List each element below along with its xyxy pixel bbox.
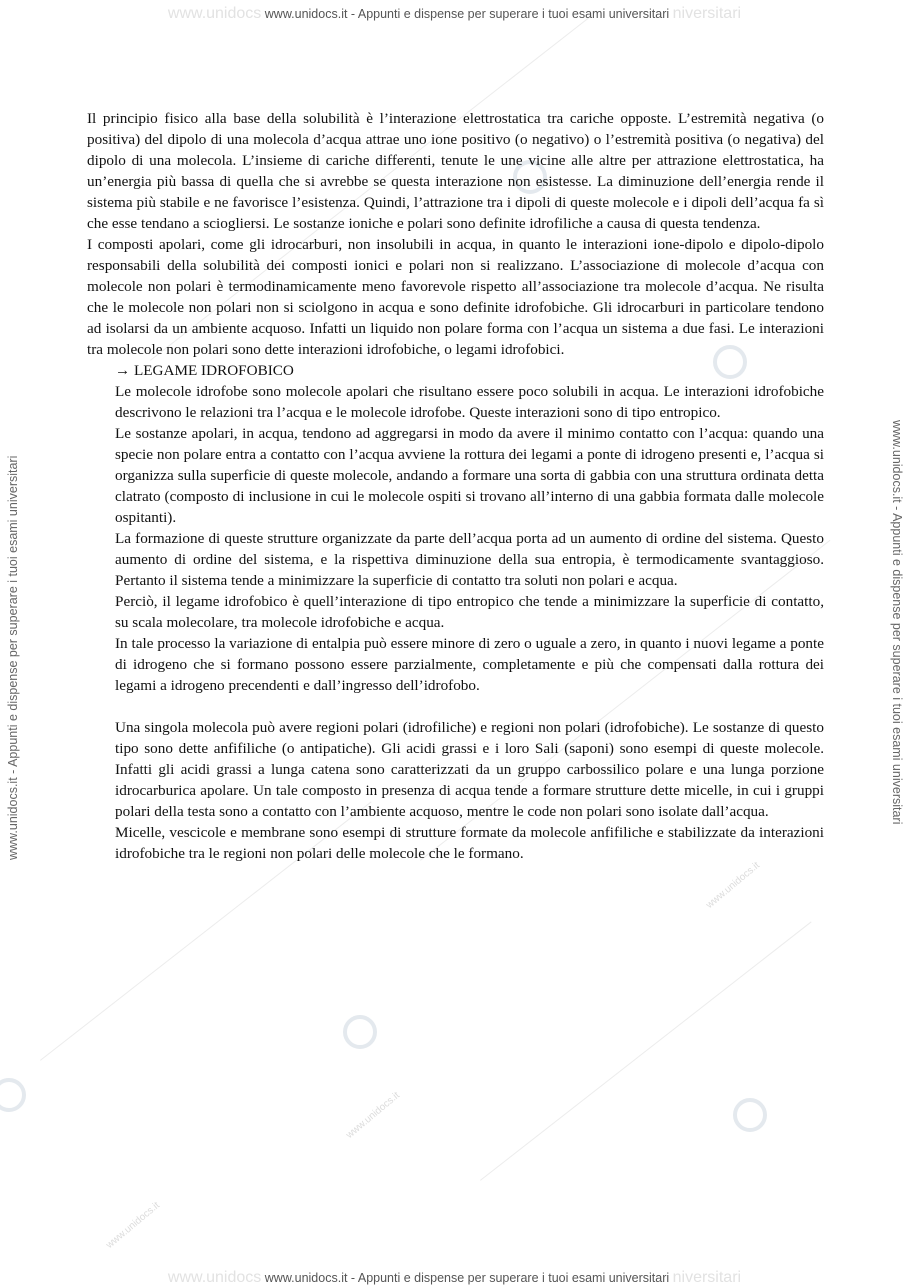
paragraph: Una singola molecola può avere regioni polari (idrofiliche) e regioni non polari (idrofobiche). Le sostanze di questo tipo sono dette anfifiliche (o antipatiche). Gli acidi grassi e i loro Sali (saponi) sono esempi di queste molecole. Infatti gli acidi grassi a lunga catena sono caratterizzati da un gruppo carbossilico polare e una lunga porzione idrocarburica apolare. Un tale composto in presenza di acqua tende a formare strutture dette micelle, in cui i gruppi polari della testa sono a contatto con l’ambiente acquoso, mentre le code non polari sono isolate dall’acqua. xyxy=(115,719,824,820)
banner-ghost-left: www.unidocs xyxy=(167,1269,262,1286)
paragraph: Il principio fisico alla base della solubilità è l’interazione elettrostatica tra cariche opposte. L’estremità negativa (o positiva) del dipolo di una molecola d’acqua attrae uno ione positivo (o negativo) o l’estremità positiva (o negativa) del dipolo di una molecola. L’insieme di cariche differenti, tenute le une vicine alle altre per attrazione elettrostatica, ha un’energia più bassa di quella che si avrebbe se questa interazione non esistesse. La diminuzione dell’energia rende il sistema più stabile e ne favorisce l’esistenza. Quindi, l’attrazione tra i dipoli di queste molecole e i dipoli dell’acqua fa sì che esse tendano a sciogliersi. Le sostanze ioniche e polari sono definite idrofiliche a causa di questa tendenza. xyxy=(87,110,824,232)
bottom-banner xyxy=(0,1269,909,1287)
paragraph: Perciò, il legame idrofobico è quell’interazione di tipo entropico che tende a minimizzare la superficie di contatto, su scala molecolare, tra molecole idrofobiche e acqua. xyxy=(115,593,824,631)
watermark-line xyxy=(480,921,812,1180)
document-body xyxy=(87,108,824,864)
right-side-banner[interactable]: www.unidocs.it - Appunti e dispense per superare i tuoi esami universitari xyxy=(890,420,904,825)
banner-ghost-right: niversitari xyxy=(672,5,742,22)
top-banner xyxy=(0,5,909,23)
section-heading xyxy=(115,360,824,381)
watermark-text: www.unidocs.it xyxy=(104,1200,162,1251)
left-side-banner[interactable]: www.unidocs.it - Appunti e dispense per superare i tuoi esami universitari xyxy=(6,455,20,860)
paragraph: I composti apolari, come gli idrocarburi, non insolubili in acqua, in quanto le interazioni ione-dipolo e dipolo-dipolo responsabili della solubilità dei composti ionici e polari non si realizzano. L’associazione di molecole d’acqua con molecole non polari è termodinamicamente meno favorevole rispetto all’associazione tra molecole d’acqua. Ne risulta che le molecole non polari non si sciolgono in acqua e sono definite idrofobiche. Gli idrocarburi in particolare tendono ad isolarsi da un ambiente acquoso. Infatti un liquido non polare forma con l’acqua un sistema a due fasi. Le interazioni tra molecole non polari sono dette interazioni idrofobiche, o legami idrofobici. xyxy=(87,236,824,358)
watermark-text: www.unidocs.it xyxy=(344,1090,402,1141)
paragraph: La formazione di queste strutture organizzate da parte dell’acqua porta ad un aumento di ordine del sistema. Questo aumento di ordine del sistema, e la rispettiva diminuzione della sua entropia, è termodicamente svantaggioso. Pertanto il sistema tende a minimizzare la superficie di contatto tra soluti non polari e acqua. xyxy=(115,530,824,589)
watermark-logo-icon xyxy=(0,1078,26,1112)
heading-text: LEGAME IDROFOBICO xyxy=(133,362,294,379)
watermark-text: www.unidocs.it xyxy=(704,860,762,911)
banner-ghost-left: www.unidocs xyxy=(167,5,262,22)
banner-text[interactable]: www.unidocs.it - Appunti e dispense per superare i tuoi esami universitari xyxy=(264,7,670,21)
paragraph-gap xyxy=(87,696,824,717)
watermark-logo-icon xyxy=(733,1098,767,1132)
paragraph: Le molecole idrofobe sono molecole apolari che risultano essere poco solubili in acqua. Le interazioni idrofobiche descrivono le relazioni tra l’acqua e le molecole idrofobe. Queste interazioni sono di tipo entropico. xyxy=(115,383,824,421)
banner-text[interactable]: www.unidocs.it - Appunti e dispense per superare i tuoi esami universitari xyxy=(264,1271,670,1285)
paragraph: Micelle, vescicole e membrane sono esempi di strutture formate da molecole anfifiliche e stabilizzate da interazioni idrofobiche tra le regioni non polari delle molecole che le formano. xyxy=(115,824,824,862)
paragraph: Le sostanze apolari, in acqua, tendono ad aggregarsi in modo da avere il minimo contatto con l’acqua: quando una specie non polare entra a contatto con l’acqua avviene la rottura dei legami a ponte di idrogeno presenti e, l’acqua si organizza sulla superficie di queste molecole, andando a formare una sorta di gabbia con una struttura ordinata detta clatrato (composto di inclusione in cui le molecole ospiti si trovano all’interno di una gabbia formata dalle molecole ospitanti). xyxy=(115,425,824,526)
arrow-icon: → xyxy=(115,362,131,379)
watermark-logo-icon xyxy=(343,1015,377,1049)
banner-ghost-right: niversitari xyxy=(672,1269,742,1286)
paragraph: In tale processo la variazione di entalpia può essere minore di zero o uguale a zero, in quanto i nuovi legame a ponte di idrogeno che si formano possono essere parzialmente, completamente e più che compensati dalla rottura dei legami a idrogeno precendenti e dall’ingresso dell’idrofobo. xyxy=(115,635,824,694)
